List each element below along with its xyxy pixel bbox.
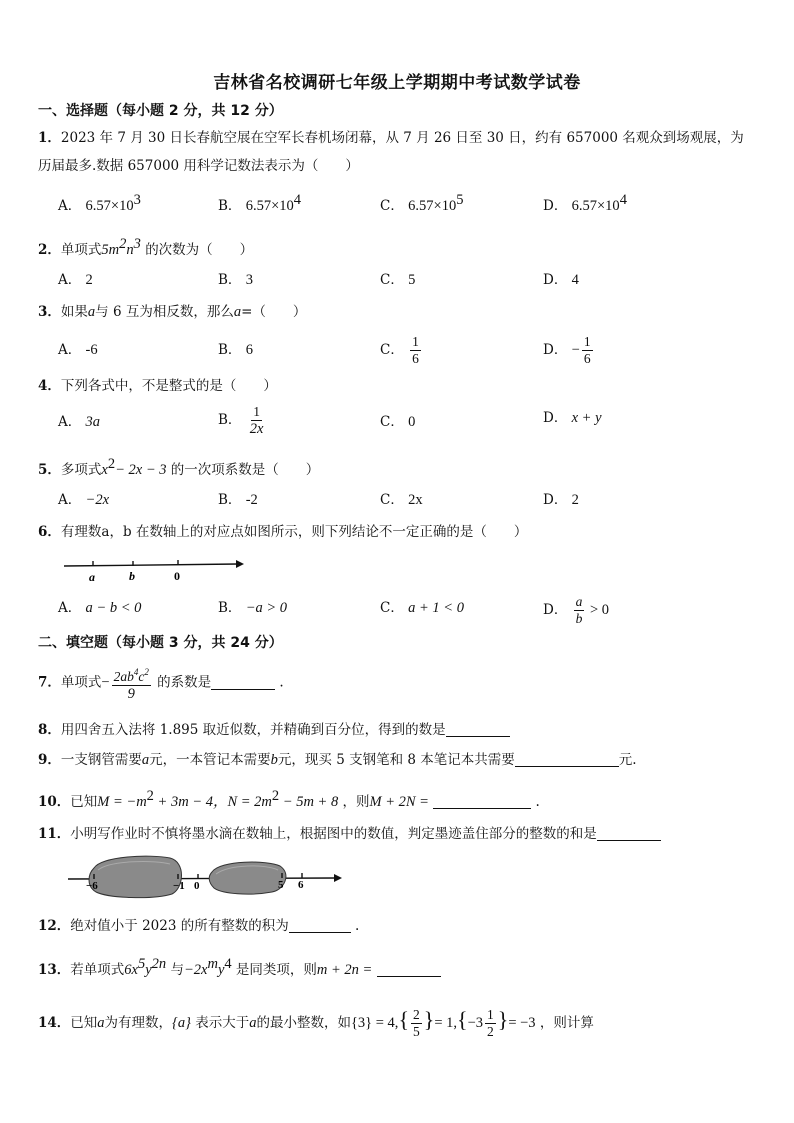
option-b[interactable]: B． 6 <box>218 342 253 358</box>
question-5: 5．多项式$x^2- 2x - 3$ 的一次项系数是（ ） <box>38 456 320 478</box>
option-d[interactable]: D． 4 <box>543 272 579 288</box>
answer-blank[interactable] <box>377 960 441 977</box>
page-title: 吉林省名校调研七年级上学期期中考试数学试卷 <box>213 73 581 93</box>
option-c[interactable]: C． a + 1 < 0 <box>380 600 464 616</box>
number-line-q11 <box>60 852 350 902</box>
axis-label-zero: 0 <box>174 569 180 583</box>
option-a[interactable]: A． $6.57\times 10^3$ <box>58 192 141 214</box>
question-2: 2．单项式$5m^2n^3$ 的次数为（ ） <box>38 236 254 258</box>
question-3: 3．如果a与 6 互为相反数，那么a=（ ） <box>38 304 307 320</box>
axis-label-a: a <box>89 570 95 584</box>
options-q3 <box>58 334 758 374</box>
options-q2 <box>58 268 758 296</box>
ink-blot-left <box>89 856 182 897</box>
option-d[interactable]: D． x + y <box>543 410 602 426</box>
option-a[interactable]: A． −2x <box>58 492 110 508</box>
option-a[interactable]: A． a − b < 0 <box>58 600 142 616</box>
answer-blank[interactable] <box>515 750 619 767</box>
answer-blank[interactable] <box>597 824 661 841</box>
axis-label-6: 6 <box>298 879 304 891</box>
answer-blank[interactable] <box>289 916 351 933</box>
question-11: 11．小明写作业时不慎将墨水滴在数轴上，根据图中的数值，判定墨迹盖住部分的整数的和是 <box>38 820 758 848</box>
option-a[interactable]: A． 3a <box>58 414 101 430</box>
axis-label-neg1: −1 <box>173 880 185 892</box>
option-b[interactable]: B． $6.57\times 10^4$ <box>218 192 302 214</box>
axis-label-5: 5 <box>278 879 284 891</box>
section-heading-fill: 二、填空题（每小题 3 分，共 24 分） <box>38 635 283 651</box>
options-q6 <box>58 594 758 634</box>
option-b[interactable]: B． 3 <box>218 272 253 288</box>
question-9: 9．一支钢管需要a元，一本管记本需要b元，现买 5 支钢笔和 8 本笔记本共需要 元. <box>38 752 637 768</box>
section-heading-choice: 一、选择题（每小题 2 分，共 12 分） <box>38 103 283 119</box>
question-text: 2023 年 7 月 30 日长春航空展在空军长春机场闭幕，从 7 月 26 日至 30 日，约有 657000 名观众到场观展，为 <box>60 130 744 146</box>
question-13: 13．若单项式$6x^5y^{2n}$ 与$-2x^my^4$ 是同类项，则m + 2n = <box>38 950 758 984</box>
options-q5 <box>58 488 758 516</box>
axis-label-neg6: −6 <box>86 880 98 892</box>
option-c[interactable]: C． 5 <box>380 272 416 288</box>
option-c[interactable]: C． $6.57\times 10^5$ <box>380 192 464 214</box>
answer-blank[interactable] <box>446 720 510 737</box>
answer-blank[interactable] <box>211 673 275 690</box>
question-number: 1． <box>38 130 61 146</box>
options-q4 <box>58 404 758 444</box>
option-c[interactable]: C． 0 <box>380 414 416 430</box>
options-q1 <box>58 192 758 220</box>
question-14: 14．已知a为有理数，{a} 表示大于a的最小整数，如{3} = 4,{ $\frac{2}{5}$ }= 1,{−3 $\frac{1}{2}$ }= −3 ，则计算 <box>38 1007 594 1039</box>
option-b[interactable]: B． -2 <box>218 492 258 508</box>
option-a[interactable]: A． -6 <box>58 342 98 358</box>
option-a[interactable]: A． 2 <box>58 272 93 288</box>
question-4: 4．下列各式中，不是整式的是（ ） <box>38 378 277 394</box>
option-c[interactable]: C． $\frac{1}{6}$ <box>380 334 419 366</box>
answer-blank[interactable] <box>433 792 531 809</box>
question-6: 6．有理数a，b 在数轴上的对应点如图所示，则下列结论不一定正确的是（ ） <box>38 524 528 540</box>
option-d[interactable]: D． $6.57\times 10^4$ <box>543 192 627 214</box>
question-10: 10．已知$M = -m^2 + 3m - 4$，$N = 2m^2 - 5m + 8$ ，则M + 2N = . <box>38 788 540 810</box>
axis-label-b: b <box>129 569 135 583</box>
question-7: 7．单项式− $\frac{2ab^4c^2}{9}$ 的系数是 . <box>38 664 758 702</box>
question-8: 8．用四舍五入法将 1.895 取近似数，并精确到百分位，得到的数是 <box>38 716 758 744</box>
number-line-q6 <box>60 552 250 586</box>
option-d[interactable]: D． 2 <box>543 492 579 508</box>
option-b[interactable]: B． −a > 0 <box>218 600 288 616</box>
question-1 <box>38 124 758 180</box>
question-text-line2: 历届最多.数据 657000 用科学记数法表示为（ ） <box>38 158 359 174</box>
option-d[interactable]: D． − $\frac{1}{6}$ <box>543 334 591 366</box>
option-c[interactable]: C． 2x <box>380 492 423 508</box>
option-b[interactable]: B． $\frac{1}{2x}$ <box>218 404 264 437</box>
ink-blot-right <box>209 862 286 894</box>
question-12: 12．绝对值小于 2023 的所有整数的积为 . <box>38 918 360 934</box>
axis-label-zero: 0 <box>194 880 200 892</box>
option-d[interactable]: D． $\frac{a}{b}$ > 0 <box>543 594 610 626</box>
